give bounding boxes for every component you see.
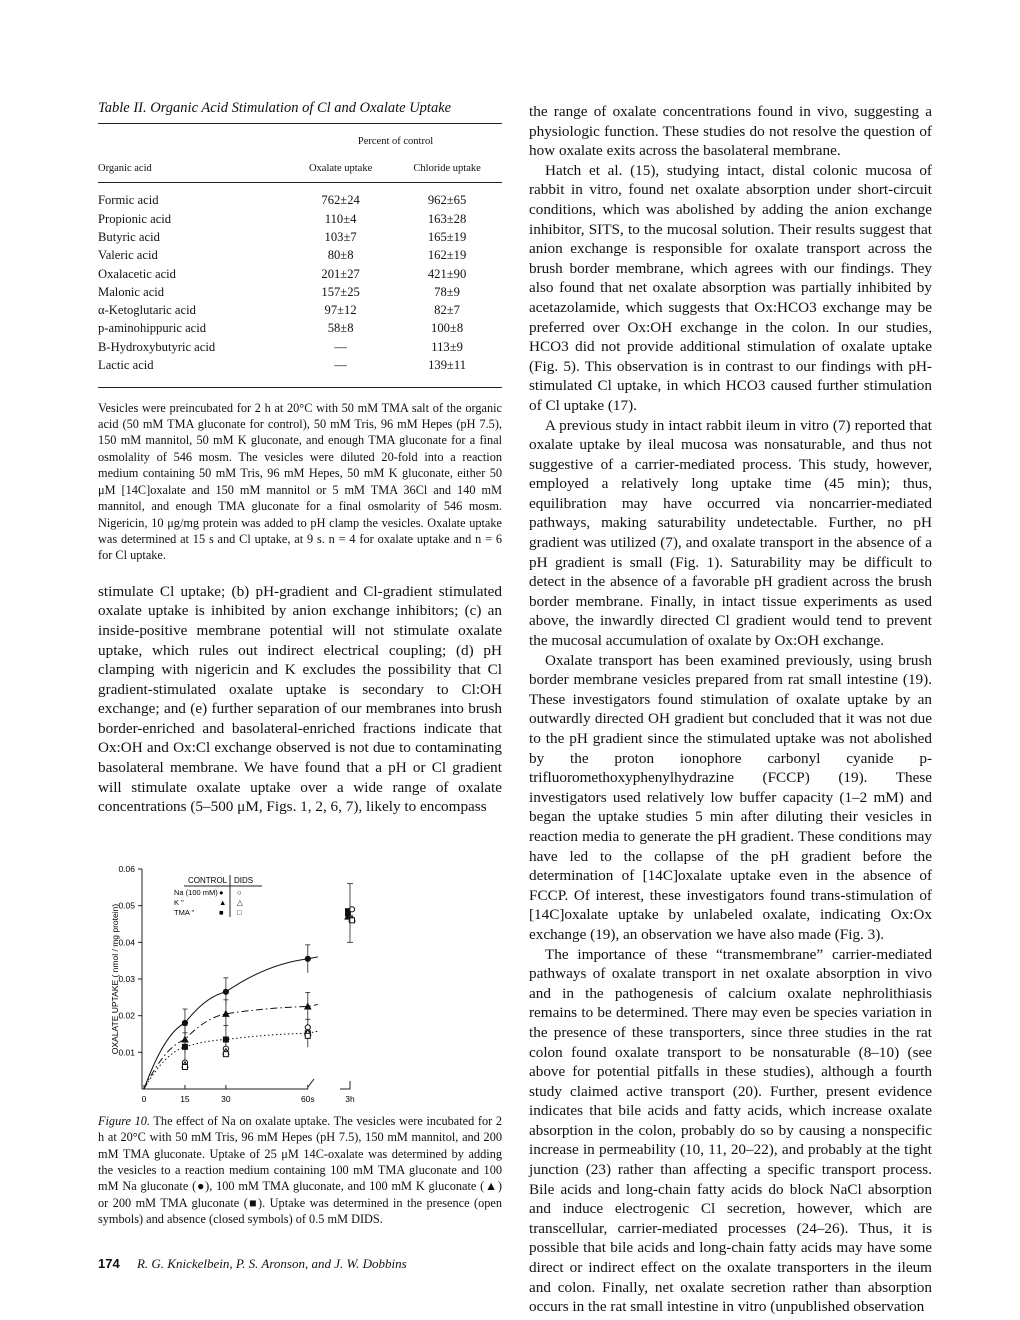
- table-row: [98, 247, 502, 265]
- legend-closed-symbol: ●: [219, 887, 224, 897]
- cell-acid: α-Ketoglutaric acid: [98, 303, 196, 318]
- cell-oxalate: 201±27: [321, 266, 360, 281]
- cell-oxalate: 762±24: [321, 193, 360, 207]
- table-row: [98, 183, 502, 211]
- table-row: [98, 356, 502, 387]
- y-tick-label: 0.04: [118, 937, 135, 948]
- legend-header-control: CONTROL: [188, 875, 228, 885]
- series-line: [144, 957, 318, 1089]
- y-tick-label: 0.03: [118, 973, 135, 984]
- paragraph: A previous study in intact rabbit ileum in vitro (7) reported that oxalate uptake by ileal mucosa was nonsaturable, and thus not suggestive of a carrier-mediated process. This study, however, employed a relatively long uptake time (45 min); thus, equilibration may have occurred via noncarrier-mediated pathways, making saturability undetectable. Further, no pH gradient was utilized (7), and oxalate transport in the absence of a pH gradient is small (Fig. 1). Saturability may be difficult to detect in the absence of a favorable pH gradient across the brush border membrane. Finally, in intact tissue experiments as used above, the inwardly directed Cl gradient would tend to prevent the mucosal accumulation of oxalate by Ox:OH exchange.: [529, 416, 932, 650]
- cell-oxalate: 110±4: [324, 211, 357, 226]
- oxalate-uptake-chart: [98, 855, 502, 1105]
- x-tick-label: 30: [221, 1093, 231, 1104]
- y-tick-label: 0.02: [118, 1010, 135, 1021]
- series-line: [144, 1004, 318, 1089]
- legend-open-symbol: □: [237, 907, 242, 917]
- col-header-chloride: Chloride uptake: [413, 163, 481, 174]
- cell-acid: Lactic acid: [98, 358, 154, 373]
- page-footer: [98, 1256, 407, 1272]
- paragraph: stimulate Cl uptake; (b) pH-gradient and Cl-gradient stimulated oxalate uptake is inhibited by anion exchange inhibitors; (c) an inside-positive membrane potential will not stimulate oxalate uptake, which rules out indirect electrical coupling; (d) pH clamping with nigericin and K excludes the possibility that Cl gradient-stimulated oxalate uptake is secondary to Cl:OH exchange; and (e) further separation of our membranes into brush border-enriched and basolateral-enriched fractions indicate that Ox:OH and Ox:Cl exchange observed is not due to contaminating basolateral membrane. We have found that a pH or Cl gradient will stimulate oxalate uptake over a wide range of oxalate concentrations (5–500 μM, Figs. 1, 2, 6, 7), likely to encompass: [98, 582, 502, 816]
- legend-header-dids: DIDS: [234, 875, 254, 885]
- table-row: [98, 301, 502, 319]
- cell-chloride: 100±8: [431, 321, 464, 336]
- figure-10: [98, 855, 502, 1105]
- legend-row-label: Na (100 mM): [174, 887, 218, 897]
- y-axis-label: OXALATE UPTAKE ( nmol / mg protein): [110, 903, 120, 1055]
- data-point: [182, 1064, 187, 1069]
- cell-chloride: 162±19: [427, 248, 467, 263]
- cell-oxalate: 80±8: [327, 248, 354, 263]
- cell-acid: Butyric acid: [98, 229, 160, 244]
- figure-caption: [98, 1113, 502, 1228]
- y-tick-label: 0.01: [118, 1047, 135, 1058]
- cell-chloride: 82±7: [434, 303, 460, 318]
- legend-row-label: TMA ": [174, 907, 195, 917]
- table-row: [98, 210, 502, 228]
- table-body: [98, 183, 502, 388]
- col-header-organic-acid: Organic acid: [98, 163, 152, 174]
- legend-row-label: K ": [174, 897, 184, 907]
- table-row: [98, 265, 502, 283]
- data-point: [223, 1052, 228, 1057]
- data-point: [305, 1033, 310, 1038]
- paragraph: Oxalate transport has been examined previously, using brush border membrane vesicles prepared from rat small intestine (19). These investigators found stimulation of oxalate uptake by an outwardly directed OH gradient but concluded that it was not due to the pH gradient since the stimulated uptake was not abolished by the proton ionophore carbonyl cyanide p-trifluoromethoxyphenylhydrazine (FCCP) (19). These investigators used relatively low buffer capacity (1–2 mM) and began the uptake studies 5 min after diluting their vesicles in reaction media to generate the pH gradient. These conditions may have led to the collapse of the pH gradient before the determination of [14C]oxalate uptake even in the absence of FCCP. Of interest, these investigators found trans-stimulation of [14C]oxalate uptake by unlabeled oxalate, indicating Ox:Ox exchange (19), an observation we have also made (Fig. 3).: [529, 651, 932, 943]
- col-header-oxalate: Oxalate uptake: [308, 163, 373, 174]
- cell-acid: Valeric acid: [98, 248, 158, 263]
- cell-acid: Propionic acid: [98, 211, 172, 226]
- table-row: [98, 283, 502, 301]
- paragraph: the range of oxalate concentrations found in vivo, suggesting a physiologic function. These studies do not resolve the question of how oxalate exits across the basolateral membrane.: [529, 103, 932, 160]
- legend-closed-symbol: ■: [219, 907, 224, 917]
- table-footnote: Vesicles were preincubated for 2 h at 20°C with 50 mM TMA salt of the organic acid (50 mM TMA gluconate for control), 50 mM Tris, 96 mM Hepes (pH 7.5), 150 mM mannitol, 50 mM K gluconate, and enough TMA gluconate for a final osmolality of 546 mosm. The vesicles were diluted 20-fold into a reaction medium containing 50 mM Tris, 96 mM Hepes, 50 mM K gluconate, either 50 μM [14C]oxalate and 150 mM mannitol or 5 mM TMA 36Cl and 140 mM mannitol, and enough TMA gluconate for a final osmolarity of 546 mosm. Nigericin, 10 μg/mg protein was added to pH clamp the vesicles. Oxalate uptake was determined at 15 s and Cl uptake, at 9 s. n = 4 for oxalate uptake and n = 6 for Cl uptake.: [98, 400, 502, 563]
- paragraph: Hatch et al. (15), studying intact, distal colonic mucosa of rabbit in vitro, found net oxalate absorption under short-circuit conditions, which was abolished by adding the anion exchange inhibitor, SITS, to the mucosal solution. Their results suggest that anion exchange is responsible for oxalate transport across the brush border membrane, which agrees with our findings. They also found that net oxalate absorption was partially inhibited by acetazolamide, which suggests that Ox:HCO3 exchange may be preferred over Ox:OH exchange in the colon. In our studies, HCO3 did not provide additional stimulation of oxalate uptake (Fig. 5). This observation is in contrast to our findings with pH-stimulated Cl uptake, in which HCO3 caused further stimulation of Cl uptake (17).: [529, 161, 932, 414]
- cell-chloride: 113±9: [431, 339, 463, 354]
- cell-acid: Malonic acid: [98, 284, 165, 299]
- organic-acid-table: [98, 123, 502, 388]
- table-row: [98, 228, 502, 246]
- left-column: [98, 100, 502, 1228]
- right-column: [529, 102, 932, 1317]
- cell-chloride: 962±65: [427, 193, 467, 207]
- x-tick-label: 60s: [300, 1093, 315, 1104]
- axis-break: [308, 1079, 314, 1087]
- data-point: [305, 956, 310, 961]
- data-point: [223, 989, 228, 994]
- cell-chloride: 165±19: [427, 229, 467, 244]
- table-caption: Table II. Organic Acid Stimulation of Cl and Oxalate Uptake: [98, 100, 452, 116]
- cell-oxalate: —: [334, 358, 347, 373]
- data-point: [223, 1037, 228, 1042]
- y-tick-label: 0.05: [118, 900, 135, 911]
- legend-closed-symbol: ▲: [219, 897, 227, 907]
- cell-oxalate: 157±25: [321, 284, 360, 299]
- cell-chloride: 139±11: [428, 358, 467, 373]
- legend-open-symbol: △: [237, 897, 243, 907]
- series-line: [144, 1031, 318, 1089]
- cell-oxalate: —: [334, 339, 347, 354]
- cell-acid: Formic acid: [98, 193, 159, 207]
- cell-acid: B-Hydroxybutyric acid: [98, 339, 216, 354]
- cell-oxalate: 58±8: [327, 321, 354, 336]
- legend-open-symbol: ○: [237, 887, 242, 897]
- cell-chloride: 78±9: [434, 284, 460, 299]
- page-number: 174: [98, 1256, 120, 1271]
- paragraph: The importance of these “transmembrane” carrier-mediated pathways of oxalate transport in net oxalate absorption in vivo and in the pathogenesis of calcium oxalate nephrolithiasis remains to be determined. There may even be species variation in the presence of these transporters, since three studies in the rat colon found oxalate transport to be nonsaturable (8–10) (see above for potential pitfalls in these studies), although a fourth study claimed active transport (20). Further, present evidence indicates that bile acids and fatty acids, which increase oxalate absorption in the colon, probably do so by causing a nonspecific increase in permeability (10, 11, 20–22), and probably at the tight junction (23) rather than affecting a specific transport process. Bile acids and long-chain fatty acids do block NaCl absorption and induce electrogenic Cl secretion, however, which are transcellular, carrier-mediated processes (24–26). Thus, it is possible that bile acids and long-chain fatty acids may have some direct or indirect effect on the oxalate transporters in the ileum and colon. Finally, net oxalate secretion rather than absorption occurs in the rat small intestine in vitro (unpublished observation: [529, 945, 932, 1316]
- figure-caption-label: Figure 10.: [98, 1113, 151, 1128]
- left-body-text: [98, 582, 502, 817]
- cell-chloride: 163±28: [427, 211, 467, 226]
- cell-oxalate: 103±7: [324, 229, 357, 244]
- footer-authors: R. G. Knickelbein, P. S. Aronson, and J. W. Dobbins: [136, 1256, 407, 1271]
- y-tick-label: 0.06: [118, 863, 135, 874]
- axis-3h-segment: [340, 1081, 350, 1089]
- cell-oxalate: 97±12: [324, 303, 357, 318]
- table-row: [98, 320, 502, 338]
- cell-acid: p-aminohippuric acid: [98, 321, 207, 336]
- cell-chloride: 421±90: [427, 266, 467, 281]
- col-group-header: [289, 124, 502, 152]
- data-point: [182, 1020, 187, 1025]
- x-tick-label: 3h: [345, 1093, 355, 1104]
- figure-caption-text: The effect of Na on oxalate uptake. The vesicles were incubated for 2 h at 20°C with 50 mM Tris, 96 mM Hepes (pH 7.5), 150 mM mannitol, and 200 mM TMA gluconate. Uptake of 25 μM 14C-oxalate was determined by adding the vesicles to a reaction medium containing 100 mM TMA gluconate and 100 mM Na gluconate (●), 100 mM TMA gluconate, and 100 mM K gluconate (▲) or 200 mM TMA gluconate (■). Uptake was determined in the presence (open symbols) and absence (closed symbols) of 0.5 mM DIDS.: [98, 1113, 502, 1227]
- group-header-text: Percent of control: [357, 136, 434, 147]
- x-tick-label: 0: [141, 1093, 147, 1104]
- x-tick-label: 15: [180, 1093, 190, 1104]
- data-point: [182, 1044, 187, 1049]
- cell-acid: Oxalacetic acid: [98, 266, 176, 281]
- table-row: [98, 338, 502, 356]
